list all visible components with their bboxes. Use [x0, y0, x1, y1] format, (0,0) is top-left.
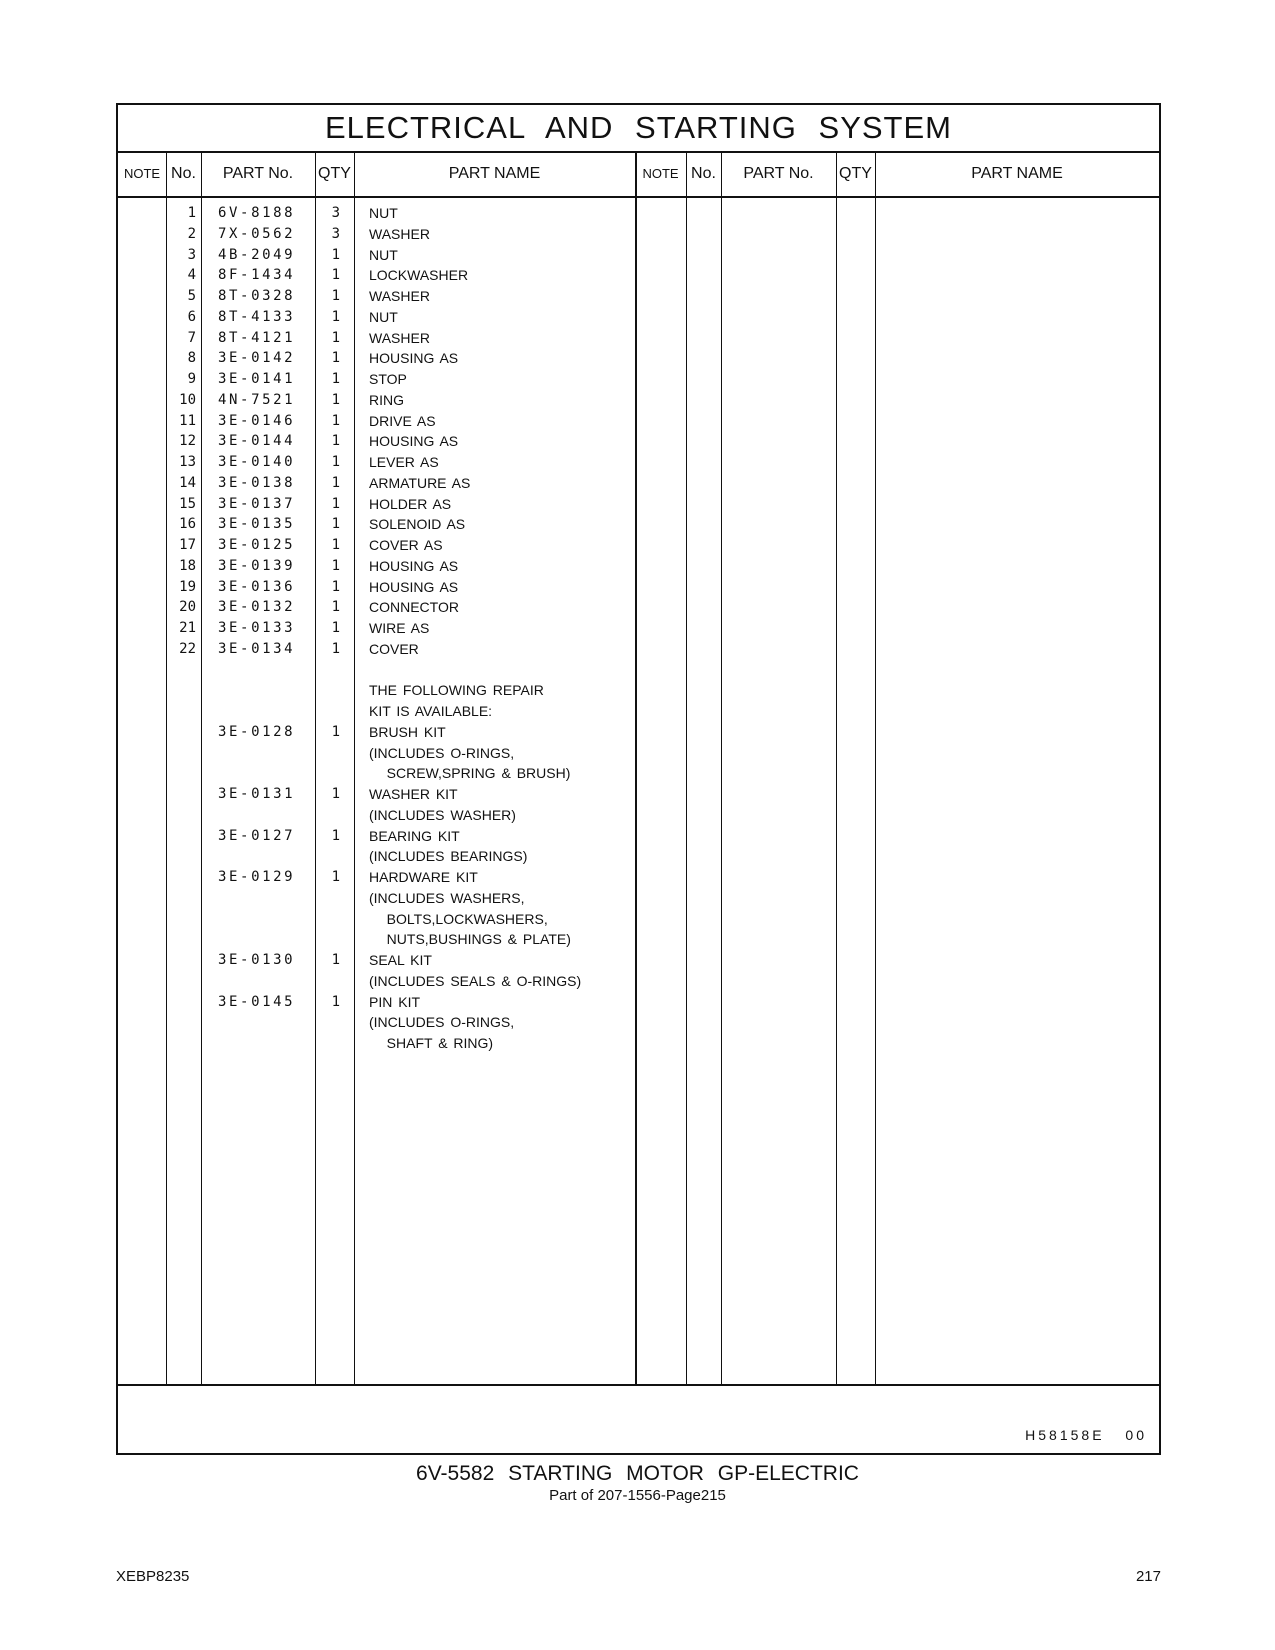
table-row: [118, 411, 635, 431]
table-row: [118, 390, 635, 410]
part-name: BEARING KIT: [369, 827, 460, 844]
part-name: WASHER KIT: [369, 786, 458, 802]
quantity: 1: [331, 557, 340, 574]
table-row: [118, 535, 635, 555]
part-number-index: 13: [179, 454, 196, 470]
part-name: RING: [369, 391, 404, 408]
part-name: SOLENOID AS: [369, 516, 466, 533]
table-row: [118, 680, 635, 700]
part-number-index: 21: [179, 620, 196, 636]
header-part-no-left: PART No.: [222, 165, 294, 182]
quantity: 1: [331, 993, 340, 1010]
header-qty-right: QTY: [839, 165, 872, 182]
part-name: (INCLUDES O-RINGS,: [369, 1014, 515, 1031]
part-name: DRIVE AS: [369, 412, 436, 429]
table-row: [118, 826, 635, 846]
part-number: 3E-0129: [218, 869, 296, 885]
part-name: BOLTS,LOCKWASHERS,: [369, 910, 548, 927]
part-name: WASHER: [369, 288, 430, 304]
part-number: 3E-0131: [218, 786, 296, 802]
table-row: [118, 431, 635, 451]
part-number: 7X-0562: [218, 225, 296, 242]
part-number: 3E-0136: [218, 578, 296, 595]
quantity: 1: [331, 350, 340, 367]
quantity: 1: [331, 371, 340, 387]
header-note-right: NOTE: [642, 166, 679, 181]
table-row: [118, 224, 635, 244]
part-name: HOUSING AS: [369, 433, 459, 450]
part-number: 4N-7521: [218, 391, 296, 408]
table-row: [118, 203, 635, 223]
part-number-index: 5: [187, 288, 196, 304]
header-no-left: No.: [171, 165, 196, 182]
header-qty-left: QTY: [318, 165, 351, 182]
part-number-index: 1: [187, 205, 196, 221]
part-name: HOLDER AS: [369, 495, 452, 512]
table-row: [118, 846, 635, 866]
quantity: 1: [331, 599, 340, 616]
column-divider: [721, 151, 722, 1384]
table-row: [118, 784, 635, 804]
part-name: KIT IS AVAILABLE:: [369, 703, 493, 719]
part-name: LEVER AS: [369, 454, 439, 470]
illustration-code: H58158E 00: [1025, 1427, 1147, 1443]
part-name: COVER: [369, 640, 419, 657]
quantity: 1: [331, 267, 340, 284]
table-row: [118, 763, 635, 783]
table-bottom-divider: [118, 1384, 1159, 1386]
header-part-name-left: PART NAME: [448, 165, 541, 182]
table-row: [118, 597, 635, 617]
part-number-index: 6: [187, 308, 196, 325]
header-note-left: NOTE: [123, 166, 161, 181]
assembly-reference: Part of 207-1556-Page215: [549, 1487, 726, 1504]
part-name: THE FOLLOWING REPAIR: [369, 682, 544, 699]
part-number: 3E-0145: [218, 993, 296, 1010]
quantity: 1: [331, 433, 340, 450]
column-divider: [836, 151, 837, 1384]
table-row: [118, 556, 635, 576]
quantity: 1: [331, 474, 340, 491]
quantity: 1: [331, 288, 340, 304]
part-number-index: 10: [179, 391, 196, 408]
table-row: [118, 473, 635, 493]
part-number-index: 20: [179, 599, 196, 616]
table-row: [118, 494, 635, 514]
part-name: HOUSING AS: [369, 350, 459, 367]
quantity: 3: [331, 205, 340, 221]
quantity: 1: [331, 329, 340, 346]
part-name: NUT: [369, 308, 398, 325]
assembly-title: 6V-5582 STARTING MOTOR GP-ELECTRIC: [416, 1462, 859, 1485]
part-name: WASHER: [369, 225, 430, 242]
table-row: [118, 929, 635, 949]
quantity: 1: [331, 308, 340, 325]
quantity: 1: [331, 827, 340, 844]
table-row: [118, 950, 635, 970]
table-row: [118, 307, 635, 327]
part-number-index: 14: [179, 474, 196, 491]
table-title: ELECTRICAL AND STARTING SYSTEM: [118, 105, 1159, 153]
table-row: [118, 660, 635, 680]
quantity: 1: [331, 412, 340, 429]
parts-table-frame: [116, 103, 1161, 1455]
part-number-index: 17: [179, 537, 196, 553]
table-row: [118, 743, 635, 763]
quantity: 1: [331, 869, 340, 885]
part-number-index: 4: [187, 267, 196, 284]
part-number: 8T-0328: [218, 288, 296, 304]
part-number-index: 18: [179, 557, 196, 574]
part-number-index: 7: [187, 329, 196, 346]
table-row: [118, 722, 635, 742]
part-name: WIRE AS: [369, 620, 430, 636]
table-row: [118, 639, 635, 659]
table-row: [118, 992, 635, 1012]
part-number: 8T-4121: [218, 329, 296, 346]
part-name: STOP: [369, 371, 407, 387]
part-name: LOCKWASHER: [369, 267, 469, 284]
part-name: (INCLUDES SEALS & O-RINGS): [369, 972, 582, 989]
column-divider: [635, 151, 637, 1384]
table-row: [118, 245, 635, 265]
part-number: 3E-0130: [218, 952, 296, 968]
part-number: 3E-0134: [218, 640, 296, 657]
part-name: SCREW,SPRING & BRUSH): [369, 765, 571, 782]
table-row: [118, 888, 635, 908]
part-name: WASHER: [369, 329, 430, 346]
table-row: [118, 328, 635, 348]
table-row: [118, 971, 635, 991]
part-number-index: 12: [179, 433, 196, 450]
part-name: HOUSING AS: [369, 578, 459, 595]
table-row: [118, 577, 635, 597]
part-number: 6V-8188: [218, 205, 296, 221]
part-number: 3E-0127: [218, 827, 296, 844]
part-number-index: 19: [179, 578, 196, 595]
part-number: 4B-2049: [218, 246, 296, 263]
part-number-index: 9: [187, 371, 196, 387]
table-row: [118, 514, 635, 534]
part-number: 3E-0139: [218, 557, 296, 574]
part-number-index: 22: [179, 640, 196, 657]
table-header: [118, 151, 1159, 198]
part-name: BRUSH KIT: [369, 723, 446, 740]
table-row: [118, 618, 635, 638]
quantity: 1: [331, 246, 340, 263]
quantity: 1: [331, 723, 340, 740]
quantity: 1: [331, 640, 340, 657]
quantity: 1: [331, 391, 340, 408]
part-number: 3E-0128: [218, 723, 296, 740]
part-number: 3E-0135: [218, 516, 296, 533]
part-number-index: 16: [179, 516, 196, 533]
part-number-index: 11: [179, 412, 196, 429]
part-name: CONNECTOR: [369, 599, 459, 616]
table-row: [118, 867, 635, 887]
part-number: 8F-1434: [218, 267, 296, 284]
table-row: [118, 369, 635, 389]
part-number: 3E-0137: [218, 495, 296, 512]
table-row: [118, 701, 635, 721]
part-number: 3E-0125: [218, 537, 296, 553]
part-number: 3E-0133: [218, 620, 296, 636]
part-name: SHAFT & RING): [369, 1035, 494, 1051]
part-number: 3E-0132: [218, 599, 296, 616]
part-name: (INCLUDES WASHER): [369, 806, 516, 823]
part-name: HARDWARE KIT: [369, 869, 478, 885]
part-number: 3E-0141: [218, 371, 296, 387]
part-number-index: 15: [179, 495, 196, 512]
quantity: 1: [331, 516, 340, 533]
table-row: [118, 348, 635, 368]
quantity: 1: [331, 537, 340, 553]
part-name: (INCLUDES BEARINGS): [369, 848, 528, 865]
header-part-no-right: PART No.: [743, 165, 814, 182]
table-row: [118, 265, 635, 285]
header-no-right: No.: [691, 165, 716, 182]
quantity: 1: [331, 952, 340, 968]
table-row: [118, 1012, 635, 1032]
part-name: COVER AS: [369, 537, 443, 553]
part-number: 3E-0146: [218, 412, 296, 429]
table-row: [118, 452, 635, 472]
part-number: 3E-0138: [218, 474, 296, 491]
quantity: 1: [331, 495, 340, 512]
part-number: 3E-0140: [218, 454, 296, 470]
part-name: PIN KIT: [369, 993, 421, 1010]
part-number: 8T-4133: [218, 308, 296, 325]
table-row: [118, 286, 635, 306]
column-divider: [686, 151, 687, 1384]
part-number-index: 2: [187, 225, 196, 242]
part-name: NUT: [369, 205, 398, 221]
quantity: 1: [331, 620, 340, 636]
part-name: NUT: [369, 246, 398, 263]
part-name: (INCLUDES O-RINGS,: [369, 744, 515, 761]
part-name: (INCLUDES WASHERS,: [369, 889, 525, 906]
part-number-index: 3: [187, 246, 196, 263]
part-name: HOUSING AS: [369, 557, 459, 574]
header-part-name-right: PART NAME: [971, 165, 1063, 182]
quantity: 1: [331, 578, 340, 595]
quantity: 3: [331, 225, 340, 242]
part-name: NUTS,BUSHINGS & PLATE): [369, 931, 571, 948]
page-number: 217: [1135, 1568, 1161, 1585]
part-number-index: 8: [187, 350, 196, 367]
part-name: ARMATURE AS: [369, 474, 471, 491]
quantity: 1: [331, 786, 340, 802]
column-divider: [875, 151, 876, 1384]
part-number: 3E-0142: [218, 350, 296, 367]
part-name: SEAL KIT: [369, 952, 432, 968]
table-row: [118, 1033, 635, 1053]
part-number: 3E-0144: [218, 433, 296, 450]
quantity: 1: [331, 454, 340, 470]
document-id: XEBP8235: [116, 1568, 190, 1585]
table-row: [118, 909, 635, 929]
table-row: [118, 805, 635, 825]
